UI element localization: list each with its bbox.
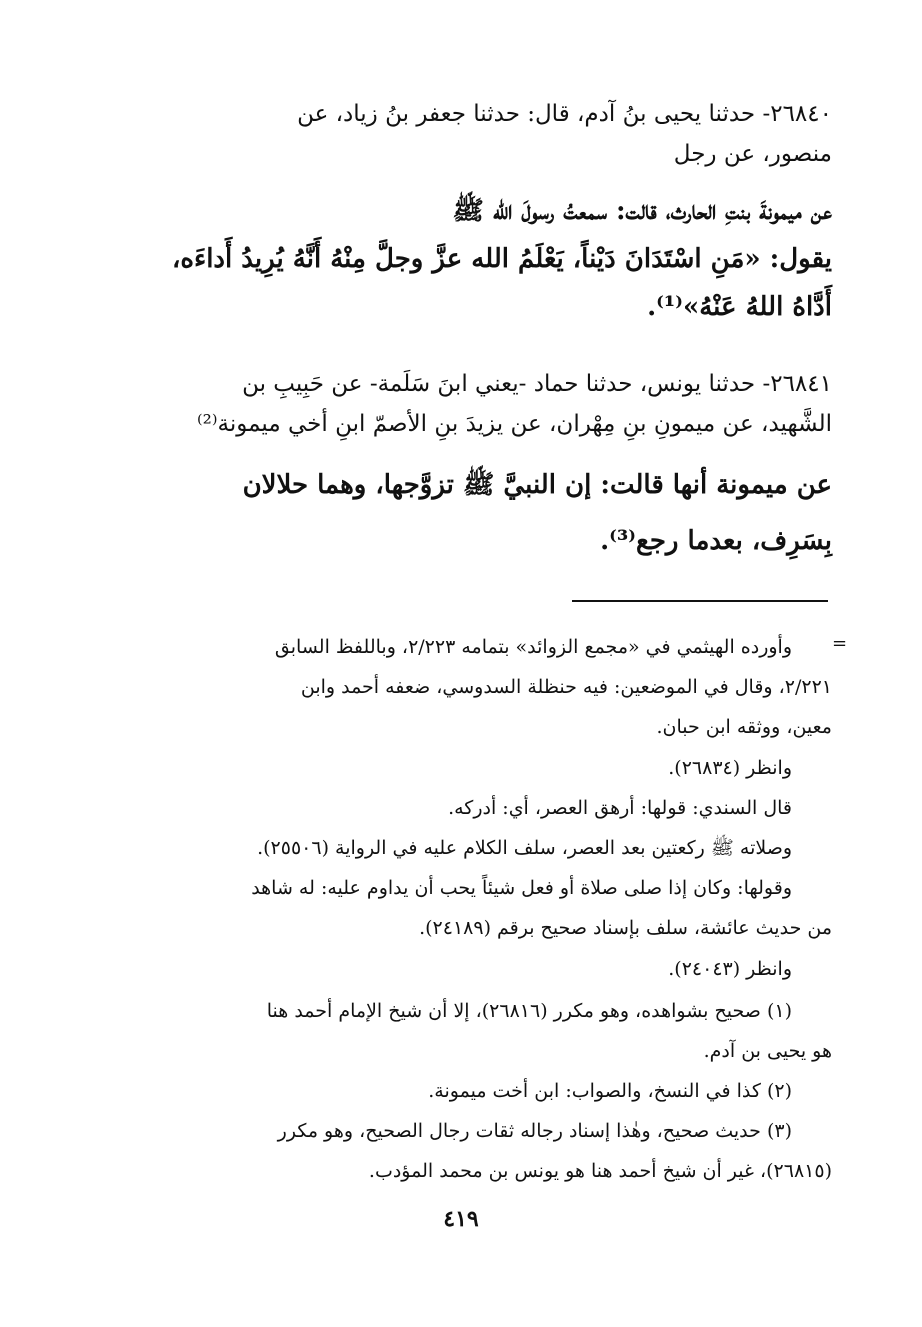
isnad-line: ٢٦٨٤١- حدثنا يونس، حدثنا حماد -يعني ابنَ سَلَمة- عن حَبِيبِ بن <box>242 371 832 397</box>
footnote-line: وأورده الهيثمي في «مجمع الزوائد» بتمامه ٢/٢٢٣، وباللفظ السابق <box>274 636 792 658</box>
footnote-line: ٢/٢٢١، وقال في الموضعين: فيه حنظلة السدوسي، ضعفه أحمد وابن <box>300 676 832 698</box>
footnote-line: (٢) كذا في النسخ، والصواب: ابن أخت ميمونة. <box>428 1080 792 1102</box>
matn-line: عن ميمونة أنها قالت: إن النبيَّ ﷺ تزوَّجها، وهما حلالان <box>242 470 832 500</box>
matn-line: أَدَّاهُ اللهُ عَنْهُ»⁽¹⁾. <box>647 292 832 322</box>
footnote-separator <box>572 600 828 602</box>
isnad-line: منصور، عن رجل <box>673 141 832 167</box>
footnote-line: (٣) حديث صحيح، وهٰذا إسناد رجاله ثقات رجال الصحيح، وهو مكرر <box>277 1120 792 1142</box>
footnote-line: معين، ووثقه ابن حبان. <box>656 716 832 738</box>
footnote-line: وقولها: وكان إذا صلى صلاة أو فعل شيئاً يحب أن يداوم عليه: له شاهد <box>251 877 792 899</box>
matn-line: بِسَرِف، بعدما رجع⁽³⁾. <box>600 526 832 556</box>
page-number: ٤١٩ <box>443 1206 479 1232</box>
matn-line: عن ميمونةَ بنتِ الحارث، قالت: سمعتُ رسولَ الله ﷺ <box>452 196 832 226</box>
footnote-line: وانظر (٢٤٠٤٣). <box>668 958 792 980</box>
footnote-line: (٢٦٨١٥)، غير أن شيخ أحمد هنا هو يونس بن محمد المؤدب. <box>368 1160 832 1182</box>
footnote-continuation-mark: = <box>832 633 848 654</box>
matn-line: يقول: «مَنِ اسْتَدَانَ دَيْناً، يَعْلَمُ الله عزَّ وجلَّ مِنْهُ أَنَّهُ يُرِيدُ أَداءَه، <box>171 244 832 274</box>
footnote-line: وانظر (٢٦٨٣٤). <box>668 757 792 779</box>
footnote-line: وصلاته ﷺ ركعتين بعد العصر، سلف الكلام عليه في الرواية (٢٥٥٠٦). <box>257 837 792 859</box>
footnote-line: (١) صحيح بشواهده، وهو مكرر (٢٦٨١٦)، إلا أن شيخ الإمام أحمد هنا <box>266 1000 792 1022</box>
footnote-line: من حديث عائشة، سلف بإسناد صحيح برقم (٢٤١٨٩). <box>419 917 832 939</box>
footnote-line: قال السندي: قولها: أرهق العصر، أي: أدركه. <box>448 797 792 819</box>
footnote-line: هو يحيى بن آدم. <box>703 1040 832 1062</box>
isnad-line: ٢٦٨٤٠- حدثنا يحيى بنُ آدم، قال: حدثنا جعفر بنُ زياد، عن <box>297 101 832 127</box>
isnad-line: الشَّهيد، عن ميمونِ بنِ مِهْران، عن يزيدَ بنِ الأصمّ ابنِ أخي ميمونة⁽²⁾ <box>196 411 832 437</box>
